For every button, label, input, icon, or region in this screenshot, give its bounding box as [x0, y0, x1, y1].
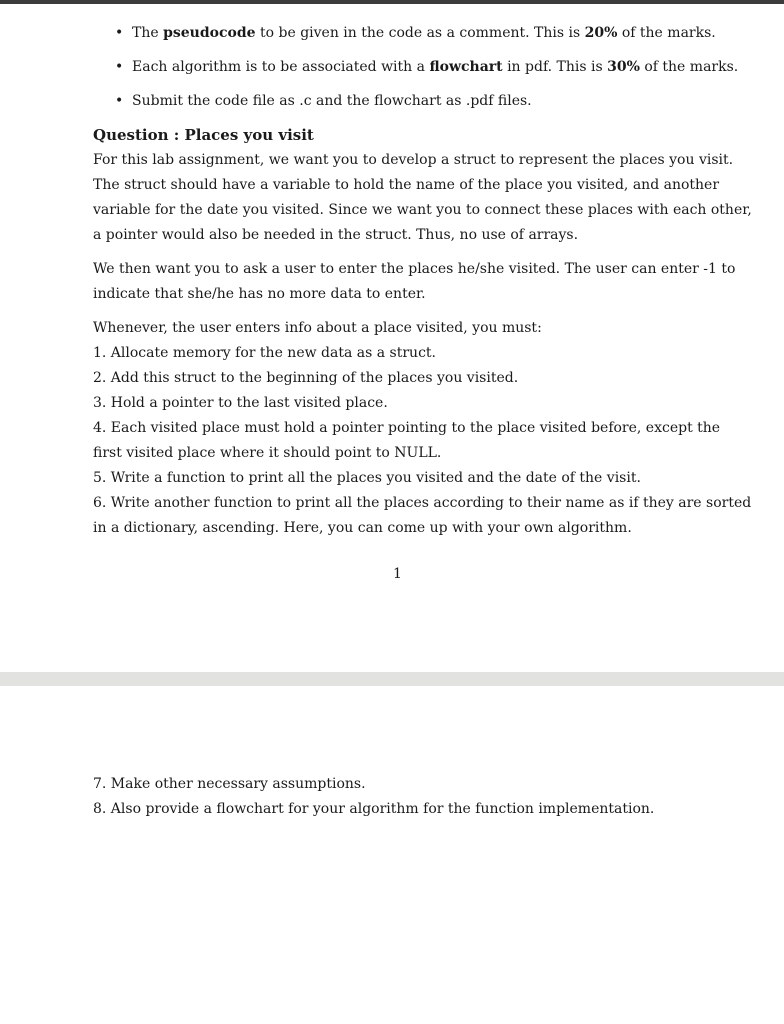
- pdf-page-2: [0, 686, 784, 1024]
- step-line: 4. Each visited place must hold a pointer pointing to the place visited before, except the: [93, 420, 721, 436]
- step-line: 5. Write a function to print all the places you visited and the date of the visit.: [93, 470, 641, 486]
- para1-line: The struct should have a variable to hold the name of the place you visited, and another: [93, 177, 720, 193]
- para1-line: For this lab assignment, we want you to develop a struct to represent the places you visit.: [93, 152, 734, 168]
- question-title: Question : Places you visit: [93, 126, 314, 144]
- step-line: first visited place where it should point to NULL.: [93, 445, 442, 461]
- step-line: 2. Add this struct to the beginning of the places you visited.: [93, 370, 519, 386]
- bullet-dot: •: [115, 25, 124, 41]
- para1-line: a pointer would also be needed in the struct. Thus, no use of arrays.: [93, 227, 579, 243]
- para1-line: variable for the date you visited. Since we want you to connect these places with each other,: [93, 202, 752, 218]
- para3-intro: Whenever, the user enters info about a place visited, you must:: [93, 320, 542, 336]
- page-number: 1: [393, 566, 402, 582]
- bullet-item-2: Each algorithm is to be associated with a flowchart in pdf. This is 30% of the marks.: [132, 59, 739, 75]
- para2-line: We then want you to ask a user to enter the places he/she visited. The user can enter -1 to: [93, 261, 736, 277]
- para2-line: indicate that she/he has no more data to enter.: [93, 286, 426, 302]
- step-line: 6. Write another function to print all the places according to their name as if they are sorted: [93, 495, 752, 511]
- bullet-item-3: Submit the code file as .c and the flowchart as .pdf files.: [132, 93, 532, 109]
- bullet-dot: •: [115, 93, 124, 109]
- step-line: 7. Make other necessary assumptions.: [93, 776, 366, 792]
- step-line: 3. Hold a pointer to the last visited place.: [93, 395, 388, 411]
- step-line: 8. Also provide a flowchart for your algorithm for the function implementation.: [93, 801, 655, 817]
- step-line: 1. Allocate memory for the new data as a struct.: [93, 345, 436, 361]
- bullet-dot: •: [115, 59, 124, 75]
- step-line: in a dictionary, ascending. Here, you can come up with your own algorithm.: [93, 520, 632, 536]
- bullet-item-1: The pseudocode to be given in the code as a comment. This is 20% of the marks.: [132, 25, 716, 41]
- pdf-page-1: [0, 4, 784, 672]
- page-separator: [0, 672, 784, 686]
